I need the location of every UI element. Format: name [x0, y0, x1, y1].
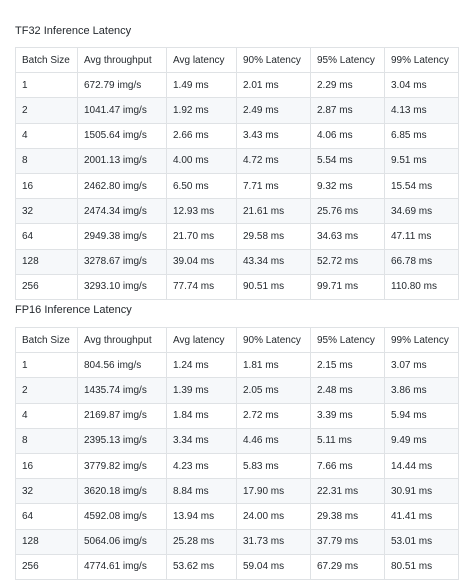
table-cell: 110.80 ms [385, 274, 459, 299]
table-cell: 4774.61 img/s [78, 554, 167, 579]
table-cell: 7.66 ms [311, 453, 385, 478]
table-cell: 2462.80 img/s [78, 173, 167, 198]
table-row [16, 173, 459, 198]
table-cell: 2.01 ms [237, 73, 311, 98]
table-cell: 3.39 ms [311, 403, 385, 428]
table-cell: 128 [16, 529, 78, 554]
table-cell: 6.50 ms [167, 173, 237, 198]
table-cell: 25.76 ms [311, 199, 385, 224]
table-cell: 1.39 ms [167, 378, 237, 403]
table-cell: 32 [16, 479, 78, 504]
table-cell: 2.05 ms [237, 378, 311, 403]
table-cell: 5064.06 img/s [78, 529, 167, 554]
table-cell: 5.94 ms [385, 403, 459, 428]
table-cell: 3.43 ms [237, 123, 311, 148]
table-cell: 4.00 ms [167, 148, 237, 173]
table-row [16, 98, 459, 123]
column-header: 99% Latency [385, 328, 459, 353]
table-cell: 2.66 ms [167, 123, 237, 148]
table-cell: 5.83 ms [237, 453, 311, 478]
tf32-latency-table [15, 47, 459, 300]
table-cell: 15.54 ms [385, 173, 459, 198]
table-row [16, 249, 459, 274]
table-cell: 31.73 ms [237, 529, 311, 554]
table-cell: 1.81 ms [237, 353, 311, 378]
table-cell: 2.87 ms [311, 98, 385, 123]
table-cell: 128 [16, 249, 78, 274]
table-cell: 12.93 ms [167, 199, 237, 224]
table-cell: 1041.47 img/s [78, 98, 167, 123]
table-cell: 2.48 ms [311, 378, 385, 403]
table-cell: 1.84 ms [167, 403, 237, 428]
table-cell: 29.38 ms [311, 504, 385, 529]
table-cell: 67.29 ms [311, 554, 385, 579]
table-cell: 64 [16, 224, 78, 249]
table-cell: 1.92 ms [167, 98, 237, 123]
table-cell: 4.13 ms [385, 98, 459, 123]
table-cell: 25.28 ms [167, 529, 237, 554]
table-cell: 90.51 ms [237, 274, 311, 299]
table-header-row [16, 48, 459, 73]
column-header: Avg latency [167, 328, 237, 353]
table-cell: 4.46 ms [237, 428, 311, 453]
column-header: 90% Latency [237, 48, 311, 73]
table-cell: 3278.67 img/s [78, 249, 167, 274]
table-cell: 16 [16, 173, 78, 198]
table-cell: 3.86 ms [385, 378, 459, 403]
table-cell: 2169.87 img/s [78, 403, 167, 428]
table-cell: 99.71 ms [311, 274, 385, 299]
table-cell: 5.11 ms [311, 428, 385, 453]
table-cell: 37.79 ms [311, 529, 385, 554]
table-cell: 4.72 ms [237, 148, 311, 173]
table-cell: 77.74 ms [167, 274, 237, 299]
column-header: Avg throughput [78, 48, 167, 73]
table-cell: 1 [16, 73, 78, 98]
table-row [16, 428, 459, 453]
table-cell: 1435.74 img/s [78, 378, 167, 403]
table-cell: 16 [16, 453, 78, 478]
table-cell: 2 [16, 378, 78, 403]
table-cell: 1.24 ms [167, 353, 237, 378]
table-row [16, 199, 459, 224]
table-cell: 8 [16, 148, 78, 173]
table-cell: 2 [16, 98, 78, 123]
table-cell: 43.34 ms [237, 249, 311, 274]
table-cell: 17.90 ms [237, 479, 311, 504]
table-cell: 2474.34 img/s [78, 199, 167, 224]
table-cell: 3.34 ms [167, 428, 237, 453]
fp16-table-title: FP16 Inference Latency [15, 304, 132, 316]
column-header: Avg latency [167, 48, 237, 73]
table-row [16, 504, 459, 529]
table-cell: 80.51 ms [385, 554, 459, 579]
table-cell: 13.94 ms [167, 504, 237, 529]
tf32-table-title: TF32 Inference Latency [15, 25, 132, 37]
table-row [16, 378, 459, 403]
table-cell: 4592.08 img/s [78, 504, 167, 529]
table-cell: 52.72 ms [311, 249, 385, 274]
table-cell: 2.15 ms [311, 353, 385, 378]
table-cell: 34.69 ms [385, 199, 459, 224]
table-cell: 53.01 ms [385, 529, 459, 554]
table-cell: 30.91 ms [385, 479, 459, 504]
table-cell: 1 [16, 353, 78, 378]
table-row [16, 353, 459, 378]
column-header: 95% Latency [311, 328, 385, 353]
table-cell: 9.32 ms [311, 173, 385, 198]
table-row [16, 403, 459, 428]
table-cell: 3.07 ms [385, 353, 459, 378]
table-cell: 8 [16, 428, 78, 453]
table-row [16, 274, 459, 299]
column-header: 99% Latency [385, 48, 459, 73]
table-cell: 2395.13 img/s [78, 428, 167, 453]
fp16-latency-table [15, 327, 459, 580]
table-cell: 804.56 img/s [78, 353, 167, 378]
table-cell: 4 [16, 403, 78, 428]
column-header: 95% Latency [311, 48, 385, 73]
table-cell: 3.04 ms [385, 73, 459, 98]
table-cell: 24.00 ms [237, 504, 311, 529]
table-row [16, 554, 459, 579]
table-cell: 2001.13 img/s [78, 148, 167, 173]
table-cell: 22.31 ms [311, 479, 385, 504]
table-cell: 3620.18 img/s [78, 479, 167, 504]
table-cell: 21.61 ms [237, 199, 311, 224]
table-cell: 256 [16, 274, 78, 299]
table-cell: 1.49 ms [167, 73, 237, 98]
table-cell: 59.04 ms [237, 554, 311, 579]
table-cell: 34.63 ms [311, 224, 385, 249]
table-cell: 4.23 ms [167, 453, 237, 478]
column-header: Batch Size [16, 48, 78, 73]
table-cell: 7.71 ms [237, 173, 311, 198]
table-cell: 53.62 ms [167, 554, 237, 579]
table-cell: 66.78 ms [385, 249, 459, 274]
column-header: Batch Size [16, 328, 78, 353]
column-header: Avg throughput [78, 328, 167, 353]
table-cell: 4.06 ms [311, 123, 385, 148]
table-row [16, 73, 459, 98]
table-cell: 9.51 ms [385, 148, 459, 173]
table-cell: 4 [16, 123, 78, 148]
table-cell: 29.58 ms [237, 224, 311, 249]
table-cell: 2.49 ms [237, 98, 311, 123]
table-cell: 3293.10 img/s [78, 274, 167, 299]
table-row [16, 453, 459, 478]
table-row [16, 224, 459, 249]
table-cell: 8.84 ms [167, 479, 237, 504]
table-cell: 2.29 ms [311, 73, 385, 98]
table-row [16, 148, 459, 173]
table-row [16, 529, 459, 554]
table-row [16, 123, 459, 148]
table-cell: 3779.82 img/s [78, 453, 167, 478]
table-cell: 2.72 ms [237, 403, 311, 428]
table-cell: 256 [16, 554, 78, 579]
table-cell: 5.54 ms [311, 148, 385, 173]
table-cell: 14.44 ms [385, 453, 459, 478]
table-cell: 64 [16, 504, 78, 529]
table-cell: 2949.38 img/s [78, 224, 167, 249]
table-cell: 1505.64 img/s [78, 123, 167, 148]
table-cell: 41.41 ms [385, 504, 459, 529]
table-cell: 672.79 img/s [78, 73, 167, 98]
table-cell: 39.04 ms [167, 249, 237, 274]
table-cell: 21.70 ms [167, 224, 237, 249]
table-header-row [16, 328, 459, 353]
column-header: 90% Latency [237, 328, 311, 353]
table-cell: 47.11 ms [385, 224, 459, 249]
table-cell: 6.85 ms [385, 123, 459, 148]
table-cell: 32 [16, 199, 78, 224]
table-cell: 9.49 ms [385, 428, 459, 453]
table-row [16, 479, 459, 504]
